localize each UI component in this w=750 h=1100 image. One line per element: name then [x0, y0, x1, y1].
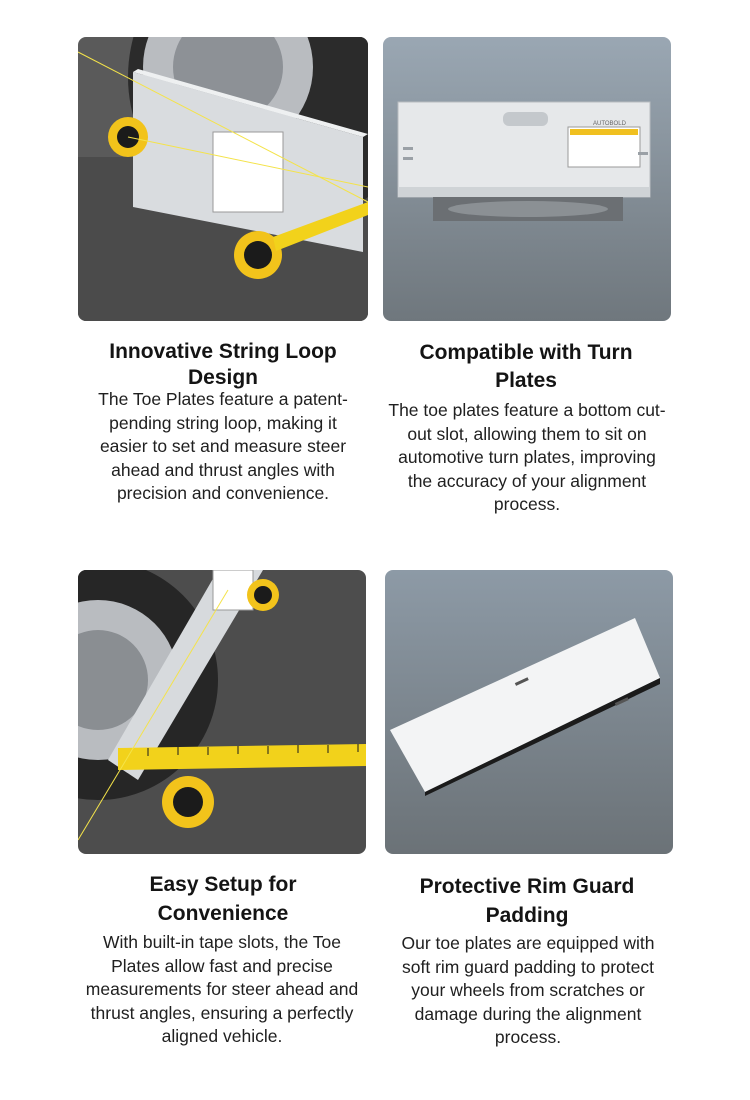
rim-guard-photo — [385, 570, 673, 854]
feature-description: The Toe Plates feature a patent-pending string loop, making it easier to set and measure steer ahead and thrust angles with precision and convenience. — [98, 389, 348, 503]
feature-title: Protective Rim Guard Padding — [419, 875, 635, 927]
plate-brand-label: AUTOBOLD — [593, 121, 626, 127]
turn-plate-photo — [383, 37, 671, 321]
feature-description: With built-in tape slots, the Toe Plates allow fast and precise measurements for steer ahead and thrust angles, ensuring a perfectly aligned vehicle. — [85, 932, 359, 1046]
feature-title: Easy Setup for Convenience — [149, 873, 297, 925]
feature-description: Our toe plates are equipped with soft rim guard padding to protect your wheels from scratches or damage during the alignment process. — [401, 933, 655, 1047]
string-loop-photo — [78, 37, 368, 321]
feature-description: The toe plates feature a bottom cut-out slot, allowing them to sit on automotive turn plates, improving the accuracy of your alignment process. — [388, 400, 666, 514]
feature-title: Compatible with Turn Plates — [419, 341, 633, 392]
feature-title: Innovative String Loop Design — [109, 340, 337, 389]
tape-slots-photo — [78, 570, 366, 854]
